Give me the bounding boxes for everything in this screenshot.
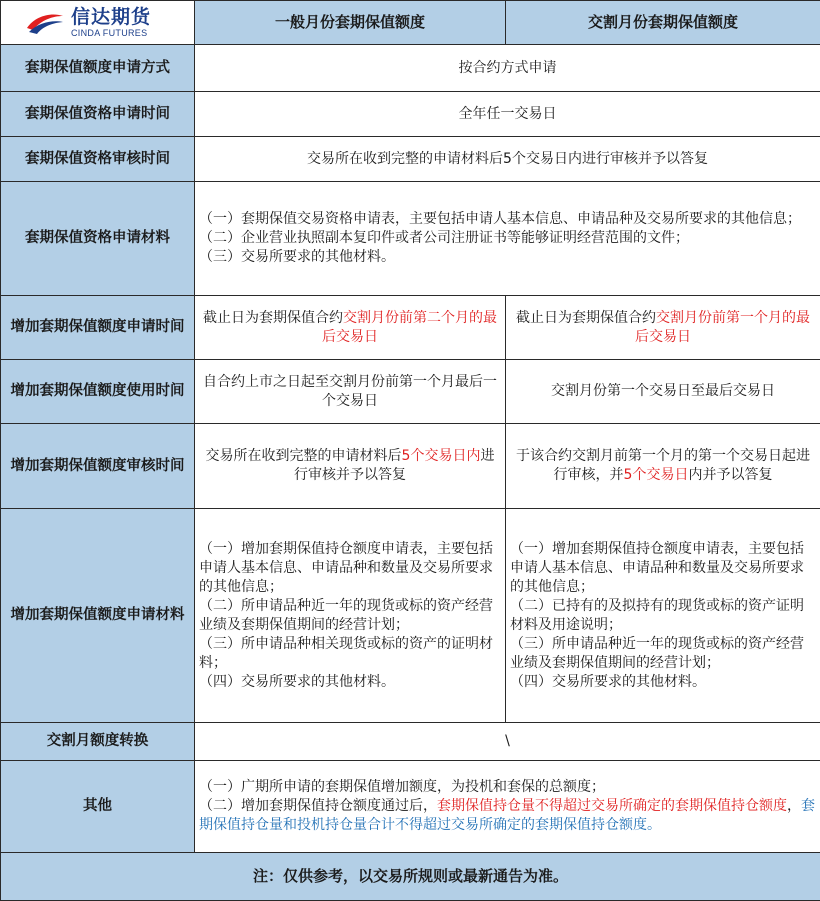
label-increase-use-time: 增加套期保值额度使用时间 xyxy=(1,360,195,424)
other-line-2-text: （二）增加套期保值持仓额度通过后， xyxy=(199,798,437,814)
value-increase-materials-general xyxy=(195,509,506,723)
value-apply-time: 全年任一交易日 xyxy=(195,92,820,137)
header-general-month: 一般月份套期保值额度 xyxy=(195,1,506,45)
label-month-conversion: 交割月额度转换 xyxy=(1,723,195,761)
logo-cell xyxy=(1,1,195,45)
row-increase-apply-time xyxy=(1,296,820,360)
header-row xyxy=(1,1,820,45)
row-apply-method xyxy=(1,45,820,92)
label-materials: 套期保值资格申请材料 xyxy=(1,182,195,296)
materials-line-1: （一）套期保值交易资格申请表，主要包括申请人基本信息、申请品种及交易所要求的其他信息； xyxy=(199,210,816,229)
label-increase-materials: 增加套期保值额度申请材料 xyxy=(1,509,195,723)
increase-materials-general-line-1: （一）增加套期保值持仓额度申请表，主要包括申请人基本信息、申请品种和数量及交易所要求的其他信息； xyxy=(199,540,501,597)
footer-note: 注：仅供参考，以交易所规则或最新通告为准。 xyxy=(1,853,820,901)
label-review-time: 套期保值资格审核时间 xyxy=(1,137,195,182)
increase-apply-time-delivery-text: 截止日为套期保值合约 xyxy=(516,310,656,326)
value-increase-apply-time-delivery xyxy=(506,296,820,360)
value-apply-method: 按合约方式申请 xyxy=(195,45,820,92)
label-increase-review-time: 增加套期保值额度审核时间 xyxy=(1,424,195,509)
increase-apply-time-delivery-highlight: 交割月份前第一个月的最后交易日 xyxy=(635,310,810,345)
label-apply-time: 套期保值资格申请时间 xyxy=(1,92,195,137)
increase-review-delivery-text: 于该合约交割月前第一个月的第一个交易日起进行审核，并 xyxy=(516,448,810,483)
other-line-2-red-highlight: 套期保值持仓量不得超过交易所确定的套期保值持仓额度 xyxy=(437,798,787,814)
increase-apply-time-general-text: 截止日为套期保值合约 xyxy=(203,310,343,326)
value-materials xyxy=(195,182,820,296)
other-line-2-separator: ， xyxy=(787,798,801,814)
row-month-conversion xyxy=(1,723,820,761)
increase-materials-general-line-2: （二）所申请品种近一年的现货或标的资产经营业绩及套期保值期间的经营计划； xyxy=(199,597,501,635)
value-other xyxy=(195,761,820,853)
value-increase-use-time-delivery: 交割月份第一个交易日至最后交易日 xyxy=(506,360,820,424)
footer-row xyxy=(1,853,820,901)
row-review-time xyxy=(1,137,820,182)
value-increase-apply-time-general xyxy=(195,296,506,360)
row-increase-materials xyxy=(1,509,820,723)
increase-review-delivery-text-end: 内并予以答复 xyxy=(688,467,772,483)
row-increase-review-time xyxy=(1,424,820,509)
other-line-2 xyxy=(199,797,816,835)
increase-review-general-text-end: 进行审核并予以答复 xyxy=(294,448,494,483)
value-month-conversion: \ xyxy=(195,723,820,761)
row-increase-use-time xyxy=(1,360,820,424)
logo-name-cn: 信达期货 xyxy=(71,8,151,27)
materials-line-2: （二）企业营业执照副本复印件或者公司注册证书等能够证明经营范围的文件； xyxy=(199,229,816,248)
increase-materials-delivery-line-4: （四）交易所要求的其他材料。 xyxy=(510,673,816,692)
increase-apply-time-general-highlight: 交割月份前第二个月的最后交易日 xyxy=(322,310,497,345)
value-increase-review-time-delivery xyxy=(506,424,820,509)
increase-review-delivery-highlight: 5个交易日 xyxy=(624,467,689,483)
value-increase-review-time-general xyxy=(195,424,506,509)
label-increase-apply-time: 增加套期保值额度申请时间 xyxy=(1,296,195,360)
increase-materials-delivery-line-3: （三）所申请品种近一年的现货或标的资产经营业绩及套期保值期间的经营计划； xyxy=(510,635,816,673)
header-delivery-month: 交割月份套期保值额度 xyxy=(506,1,820,45)
increase-materials-delivery-line-1: （一）增加套期保值持仓额度申请表，主要包括申请人基本信息、申请品种和数量及交易所要求的其他信息； xyxy=(510,540,816,597)
increase-materials-general-line-4: （四）交易所要求的其他材料。 xyxy=(199,673,501,692)
value-increase-materials-delivery xyxy=(506,509,820,723)
increase-review-general-highlight: 5个交易日内 xyxy=(402,448,481,464)
other-line-2-blue-highlight: 套期保值持仓量和投机持仓量合计不得超过交易所确定的套期保值持仓额度。 xyxy=(199,798,815,833)
increase-materials-general-line-3: （三）所申请品种相关现货或标的资产的证明材料； xyxy=(199,635,501,673)
cinda-logo xyxy=(25,8,194,38)
cinda-swoosh-icon xyxy=(25,10,65,36)
other-line-1: （一）广期所申请的套期保值增加额度，为投机和套保的总额度； xyxy=(199,778,816,797)
increase-materials-delivery-line-2: （二）已持有的及拟持有的现货或标的资产证明材料及用途说明； xyxy=(510,597,816,635)
value-review-time: 交易所在收到完整的申请材料后5个交易日内进行审核并予以答复 xyxy=(195,137,820,182)
label-other: 其他 xyxy=(1,761,195,853)
row-apply-time xyxy=(1,92,820,137)
row-materials xyxy=(1,182,820,296)
logo-name-en: CINDA FUTURES xyxy=(71,29,151,38)
row-other xyxy=(1,761,820,853)
value-increase-use-time-general: 自合约上市之日起至交割月份前第一个月最后一个交易日 xyxy=(195,360,506,424)
materials-line-3: （三）交易所要求的其他材料。 xyxy=(199,248,816,267)
increase-review-general-text: 交易所在收到完整的申请材料后 xyxy=(206,448,402,464)
label-apply-method: 套期保值额度申请方式 xyxy=(1,45,195,92)
